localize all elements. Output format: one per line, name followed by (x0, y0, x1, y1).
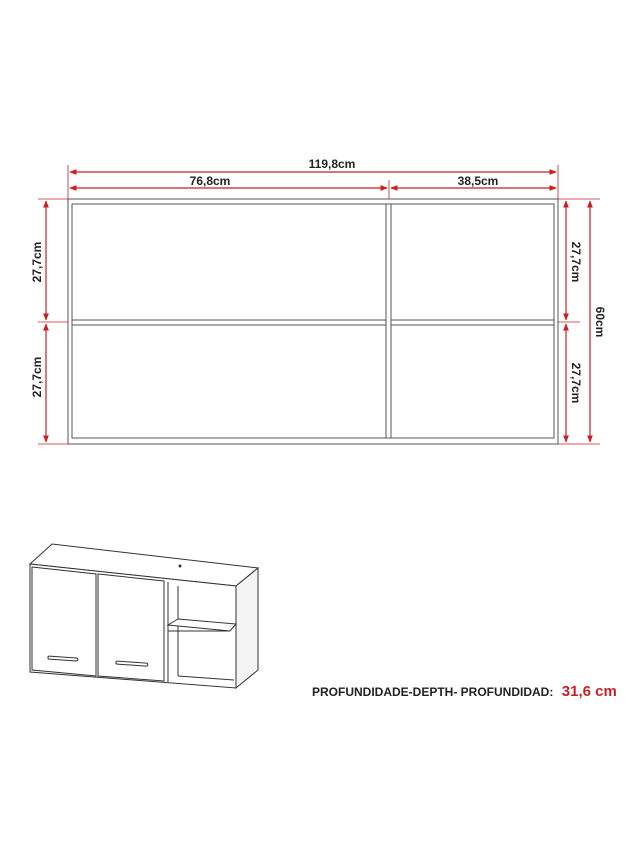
label-right-width: 38,5cm (457, 174, 499, 188)
depth-value: 31,6 cm (561, 683, 617, 700)
cabinet-perspective-view (30, 544, 258, 688)
label-right-bottom-height: 27,7cm (569, 362, 583, 404)
depth-label: PROFUNDIDADE-DEPTH- PROFUNDIDAD: (312, 685, 554, 699)
cabinet-side (236, 568, 258, 688)
depth-note (312, 683, 617, 701)
label-left-width: 76,8cm (189, 174, 231, 188)
extension-lines (38, 165, 600, 444)
right-shelf (391, 320, 554, 325)
left-shelf (72, 320, 386, 325)
vertical-dimensions (46, 201, 590, 442)
label-total-height: 60cm (593, 306, 607, 338)
cabinet-inner-outline (72, 204, 554, 438)
label-left-top-height: 27,7cm (30, 241, 44, 283)
label-left-bottom-height: 27,7cm (30, 356, 44, 398)
label-right-top-height: 27,7cm (569, 241, 583, 283)
label-total-width: 119,8cm (308, 157, 356, 171)
cabinet-front-view (68, 199, 558, 444)
hinge-dot (179, 565, 181, 567)
cabinet-outline (68, 199, 558, 444)
vertical-divider (386, 204, 391, 438)
